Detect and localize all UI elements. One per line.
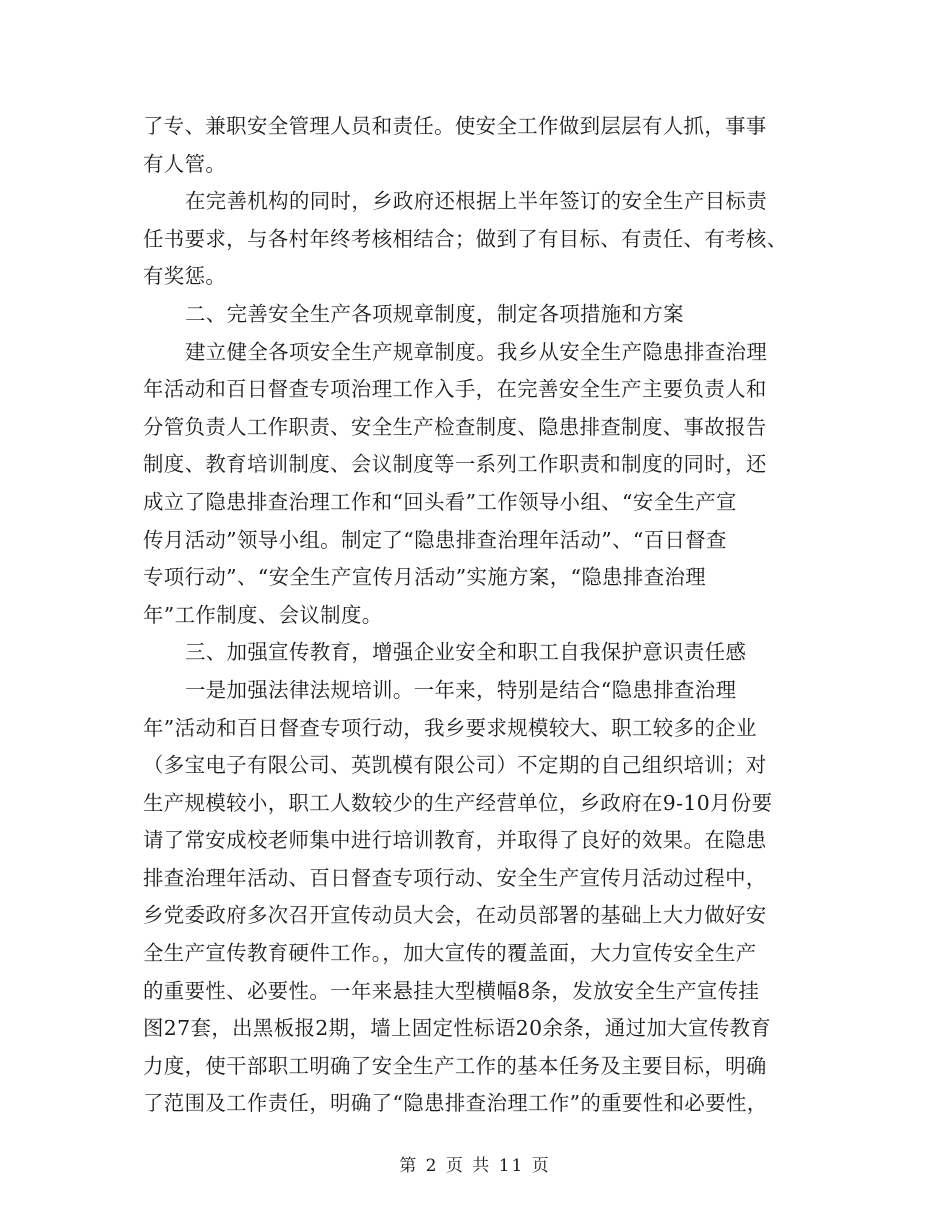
text-line: 建立健全各项安全生产规章制度。我乡从安全生产隐患排查治理: [185, 339, 768, 364]
text-line: 力度，使干部职工明确了安全生产工作的基本任务及主要目标，明确: [143, 1053, 767, 1078]
text-line: 全生产宣传教育硬件工作。，加大宣传的覆盖面，大力宣传安全生产: [143, 941, 757, 966]
text-line: 在完善机构的同时，乡政府还根据上半年签订的安全生产目标责: [185, 189, 768, 214]
text-line: （多宝电子有限公司、英凯模有限公司）不定期的自己组织培训；对: [143, 753, 767, 778]
text-line: 乡党委政府多次召开宣传动员大会，在动员部署的基础上大力做好安: [143, 903, 767, 928]
text-line: 传月活动”领导小组。制定了“隐患排查治理年活动”、“百日督查: [143, 527, 727, 552]
text-line: 二、完善安全生产各项规章制度，制定各项措施和方案: [185, 301, 684, 326]
text-line: 了专、兼职安全管理人员和责任。使安全工作做到层层有人抓，事事: [143, 114, 767, 138]
text-line: 任书要求，与各村年终考核相结合；做到了有目标、有责任、有考核、: [143, 226, 788, 251]
text-line: 年”活动和百日督查专项行动，我乡要求规模较大、职工较多的企业: [143, 715, 757, 740]
text-line: 制度、教育培训制度、会议制度等一系列工作职责和制度的同时，还: [143, 452, 767, 477]
page-footer: 第 2 页 共 11 页: [399, 1156, 551, 1176]
text-line: 有奖惩。: [143, 264, 227, 289]
text-line: 了范围及工作责任，明确了“隐患排查治理工作”的重要性和必要性，: [143, 1091, 768, 1116]
body-text: [143, 108, 808, 1123]
text-line: 有人管。: [143, 151, 227, 176]
text-line: 年活动和百日督查专项治理工作入手，在完善安全生产主要负责人和: [143, 377, 767, 402]
text-line: 的重要性、必要性。一年来悬挂大型横幅8条，发放安全生产宣传挂: [143, 978, 760, 1003]
text-line: 专项行动”、“安全生产宣传月活动”实施方案，“隐患排查治理: [143, 565, 707, 590]
text-line: 一是加强法律法规培训。一年来，特别是结合“隐患排查治理: [185, 677, 737, 702]
text-line: 年”工作制度、会议制度。: [143, 602, 383, 627]
text-line: 请了常安成校老师集中进行培训教育，并取得了良好的效果。在隐患: [143, 828, 767, 853]
text-line: 排查治理年活动、百日督查专项行动、安全生产宣传月活动过程中，: [143, 865, 767, 890]
text-line: 生产规模较小，职工人数较少的生产经营单位，乡政府在9-10月份要: [143, 790, 773, 815]
text-line: 分管负责人工作职责、安全生产检查制度、隐患排查制度、事故报告: [143, 414, 767, 439]
text-line: 图27套，出黑板报2期，墙上固定性标语20余条，通过加大宣传教育: [143, 1016, 772, 1041]
text-line: 三、加强宣传教育，增强企业安全和职工自我保护意识责任感: [185, 640, 747, 665]
text-line: 成立了隐患排查治理工作和“回头看”工作领导小组、“安全生产宣: [143, 489, 737, 514]
